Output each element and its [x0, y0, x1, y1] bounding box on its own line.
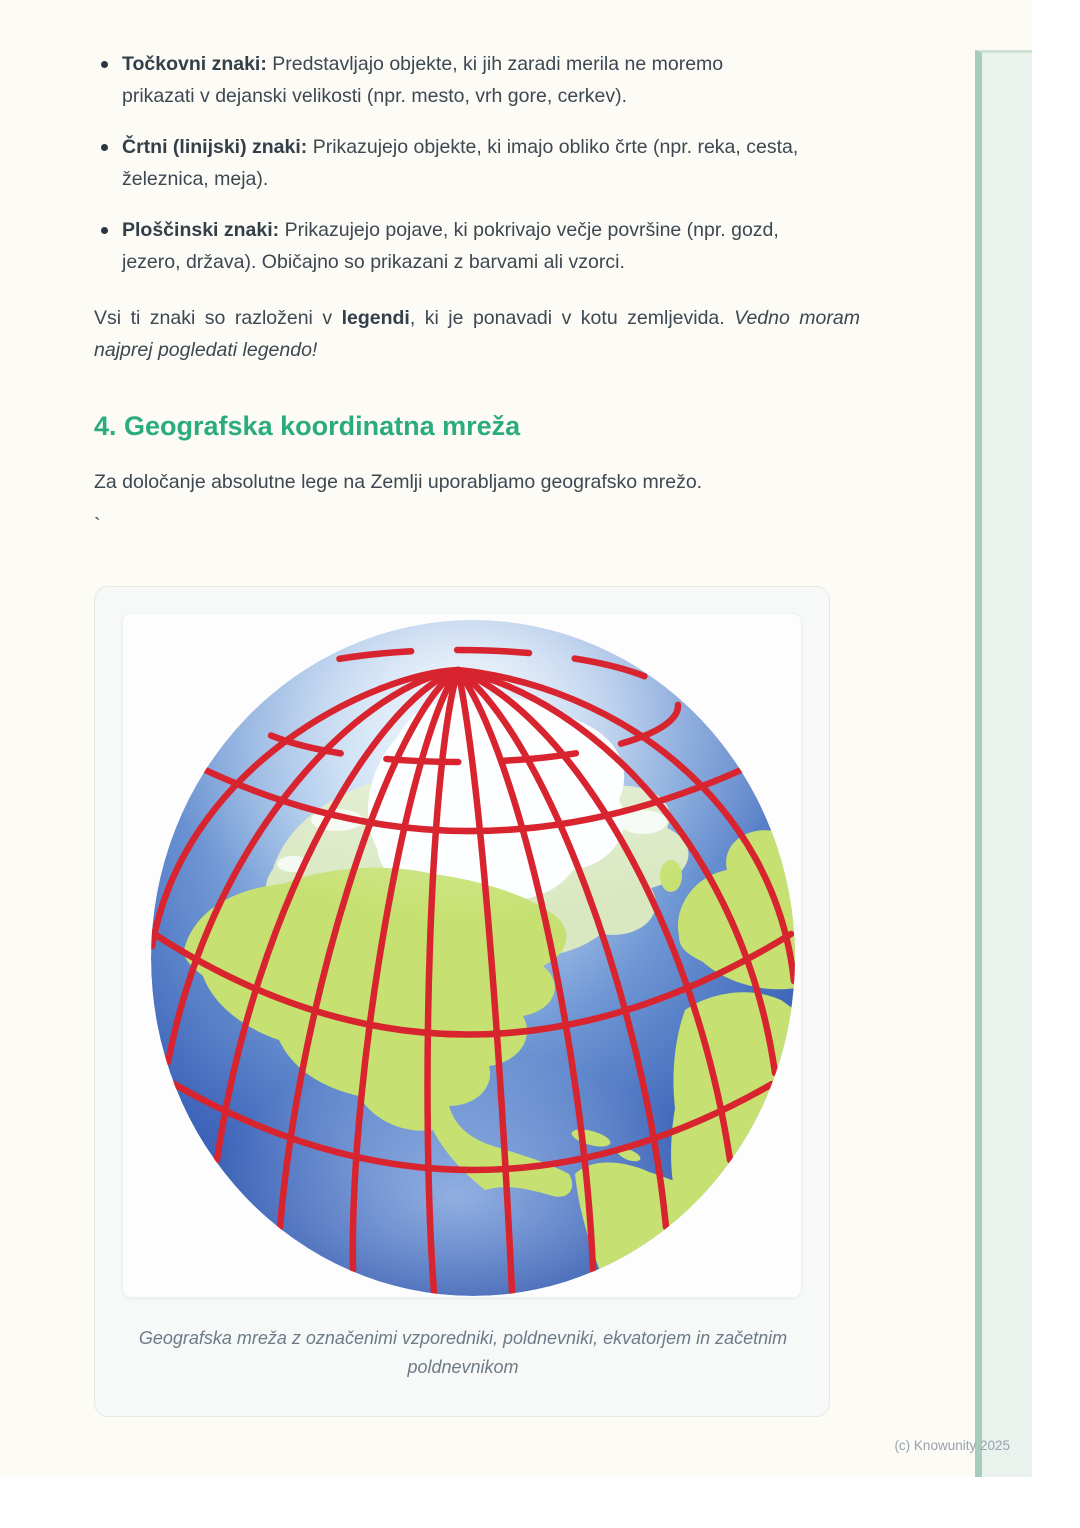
bullet-icon — [101, 227, 108, 234]
bullet-icon — [101, 61, 108, 68]
paragraph-text: Vsi ti znaki so razloženi v — [94, 307, 342, 329]
bullet-label: Ploščinski znaki: — [122, 219, 280, 241]
list-item — [94, 48, 799, 112]
figure-image-area — [122, 613, 802, 1298]
legend-paragraph — [94, 302, 860, 366]
figure-card — [94, 586, 830, 1417]
globe-graphic — [123, 614, 801, 1297]
globe-sphere — [151, 614, 801, 1297]
list-item — [94, 214, 799, 278]
paragraph-text: , ki je ponavadi v kotu zemljevida. — [409, 307, 735, 329]
copyright-text: (c) Knowunity 2025 — [894, 1438, 1010, 1453]
section-heading: 4. Geografska koordinatna mreža — [94, 411, 521, 441]
paragraph-italic-text: Vedno moram najprej pogledati legendo! — [94, 307, 860, 361]
side-accent-panel — [975, 50, 1032, 1477]
paragraph-bold-text: legendi — [341, 307, 410, 329]
bullet-text: Prikazujejo objekte, ki imajo obliko črte (npr. reka, cesta, železnica, meja). — [122, 136, 799, 190]
bullet-text: Predstavljajo objekte, ki jih zaradi merila ne moremo prikazati v dejanski velikosti (npr. mesto, vrh gore, cerkev). — [122, 53, 724, 107]
bullet-text: Prikazujejo pojave, ki pokrivajo večje površine (npr. gozd, jezero, država). Običajno so prikazani z barvami ali vzorci. — [122, 219, 779, 273]
figure-caption: Geografska mreža z označenimi vzporedniki, poldnevniki, ekvatorjem in začetnim poldnevnikom — [138, 1328, 788, 1377]
main-content — [94, 0, 874, 1417]
bullet-icon — [101, 144, 108, 151]
list-item — [94, 131, 799, 195]
bullet-label: Točkovni znaki: — [122, 53, 267, 75]
section-paragraph: Za določanje absolutne lege na Zemlji uporabljamo geografsko mrežo. — [94, 471, 703, 493]
bullet-label: Črtni (linijski) znaki: — [122, 136, 308, 158]
map-symbol-list — [94, 48, 874, 278]
stray-backtick: ` — [94, 515, 101, 537]
